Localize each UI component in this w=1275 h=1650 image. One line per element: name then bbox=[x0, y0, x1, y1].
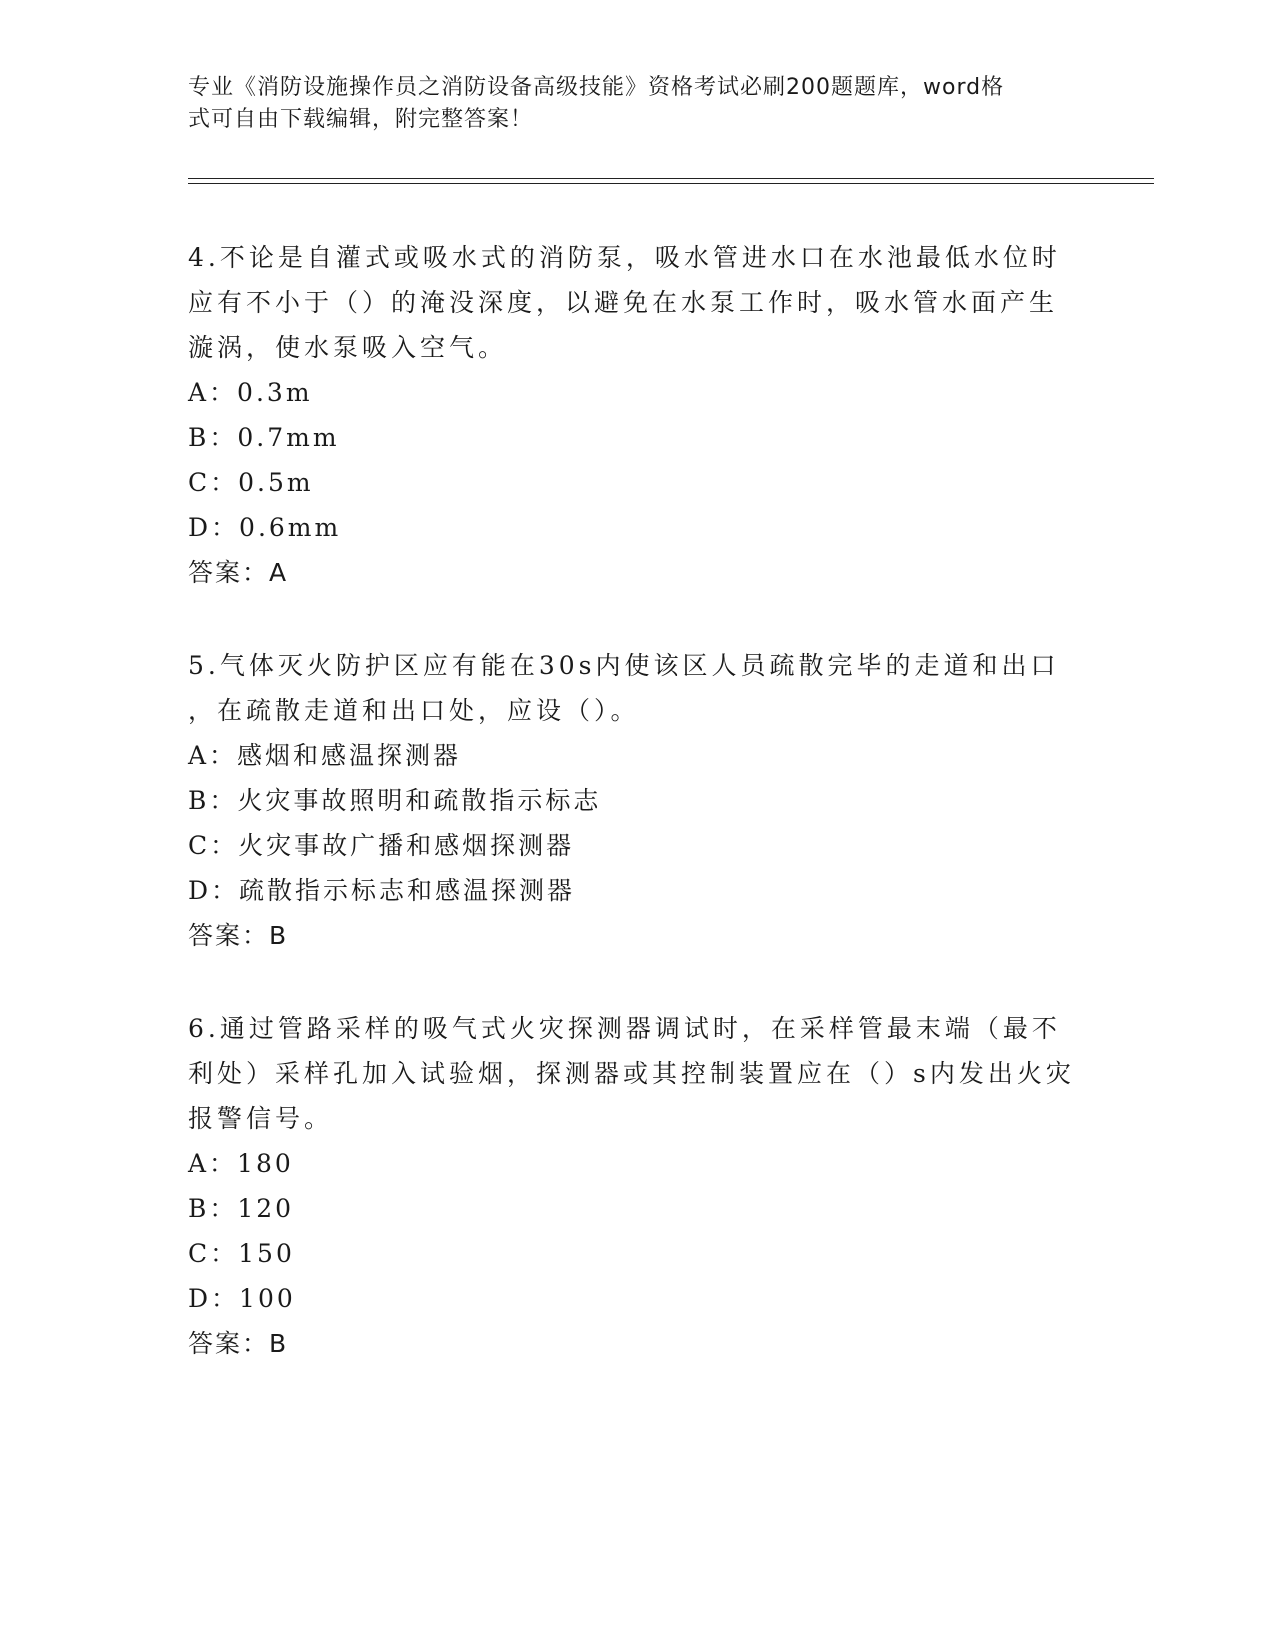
question-text-line: 4.不论是自灌式或吸水式的消防泵，吸水管进水口在水池最低水位时 bbox=[188, 243, 1061, 272]
question-text-line: 利处）采样孔加入试验烟，探测器或其控制装置应在（）s内发出火灾 bbox=[188, 1059, 1075, 1088]
answer-line: 答案：B bbox=[188, 1329, 289, 1358]
option-c: C：0.5m bbox=[188, 468, 314, 497]
question-5 bbox=[188, 643, 1088, 958]
option-b: B：火灾事故照明和疏散指示标志 bbox=[188, 786, 602, 815]
option-a: A：0.3m bbox=[188, 378, 313, 407]
header-line-1: 专业《消防设施操作员之消防设备高级技能》资格考试必刷200题题库，word格 bbox=[188, 75, 1005, 100]
option-b: B：120 bbox=[188, 1194, 295, 1223]
option-d: D：100 bbox=[188, 1284, 296, 1313]
question-text-line: 应有不小于（）的淹没深度，以避免在水泵工作时，吸水管水面产生 bbox=[188, 288, 1059, 317]
option-c: C：火灾事故广播和感烟探测器 bbox=[188, 831, 575, 860]
question-text-line: ，在疏散走道和出口处，应设（）。 bbox=[188, 696, 640, 725]
question-text-line: 报警信号。 bbox=[188, 1104, 334, 1133]
option-b: B：0.7mm bbox=[188, 423, 340, 452]
option-d: D：疏散指示标志和感温探测器 bbox=[188, 876, 576, 905]
option-c: C：150 bbox=[188, 1239, 295, 1268]
question-6 bbox=[188, 1006, 1088, 1366]
answer-line: 答案：A bbox=[188, 558, 289, 587]
question-text-line: 6.通过管路采样的吸气式火灾探测器调试时，在采样管最末端（最不 bbox=[188, 1014, 1061, 1043]
option-d: D：0.6mm bbox=[188, 513, 342, 542]
question-text-line: 5.气体灭火防护区应有能在30s内使该区人员疏散完毕的走道和出口 bbox=[188, 651, 1060, 680]
header-divider-bottom bbox=[188, 183, 1154, 184]
option-a: A：180 bbox=[188, 1149, 294, 1178]
answer-line: 答案：B bbox=[188, 921, 289, 950]
question-text-line: 漩涡，使水泵吸入空气。 bbox=[188, 333, 508, 362]
header-divider-top bbox=[188, 178, 1154, 179]
document-header bbox=[188, 72, 1068, 136]
option-a: A：感烟和感温探测器 bbox=[188, 741, 462, 770]
question-4 bbox=[188, 235, 1088, 595]
header-line-2: 式可自由下载编辑，附完整答案！ bbox=[188, 107, 534, 132]
